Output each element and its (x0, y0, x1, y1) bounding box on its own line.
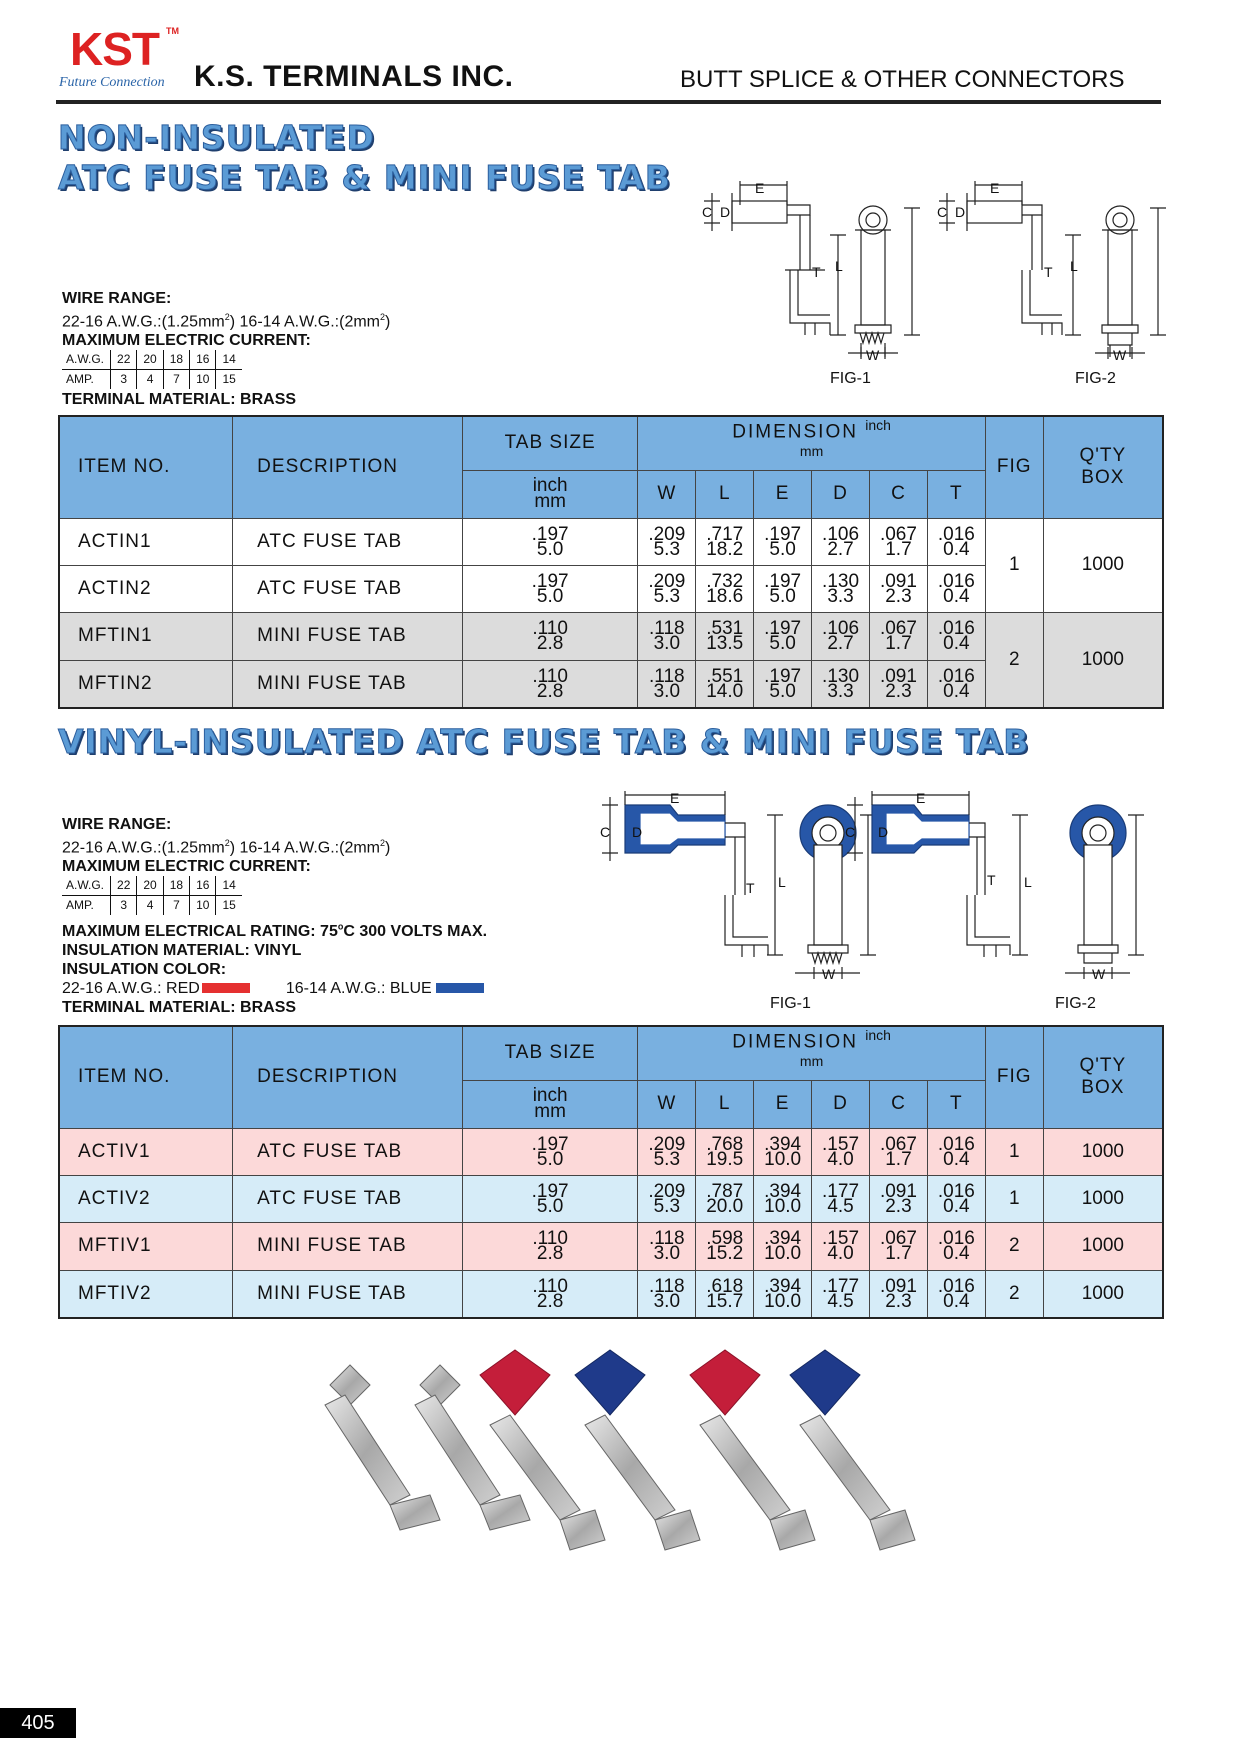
svg-text:D: D (878, 824, 889, 840)
svg-text:T: T (812, 264, 821, 280)
insulation-colors: 22-16 A.W.G.: RED 16-14 A.W.G.: BLUE (62, 979, 487, 998)
current-table: A.W.G. 22 20 18 16 14 AMP. 3 4 7 10 15 (62, 350, 242, 389)
svg-text:E: E (916, 790, 926, 806)
section1-diagrams (690, 175, 1170, 395)
non-insulated-tab-1 (325, 1365, 440, 1530)
section1-fig2-label: FIG-2 (1075, 370, 1116, 387)
blue-swatch (436, 983, 484, 993)
insulation-material: INSULATION MATERIAL: VINYL (62, 941, 302, 959)
svg-text:W: W (866, 347, 880, 363)
red-swatch (202, 983, 250, 993)
svg-text:L: L (1024, 874, 1032, 890)
header-divider (56, 100, 1161, 104)
svg-text:E: E (670, 790, 680, 806)
wire-range-value: 22-16 $A.W.G.:(1.25mm^2)$ 16-14 $A.W.G.:(2mm^2)$ (62, 312, 391, 331)
svg-text:D: D (632, 824, 643, 840)
company-name: K.S. TERMINALS INC. (194, 60, 514, 93)
electrical-rating: MAXIMUM ELECTRICAL RATING: 75$^o$C 300 VOLTS MAX. (62, 921, 488, 940)
svg-text:L: L (778, 874, 786, 890)
current-label: MAXIMUM ELECTRIC CURRENT: (62, 332, 311, 350)
table-row: ACTIV2 ATC FUSE TAB .197 5.0 .209 5.3 .787 20.0 .394 10.0 .177 4.5 .091 2.3 .016 0.4 1 1000 (59, 1175, 1163, 1222)
section2-diagrams (600, 785, 1170, 985)
terminal-material: TERMINAL MATERIAL: BRASS (62, 391, 297, 409)
category-title: BUTT SPLICE & OTHER CONNECTORS (680, 66, 1125, 93)
section2-fig1-label: FIG-1 (770, 995, 811, 1012)
svg-text:W: W (1113, 347, 1127, 363)
product-photo (290, 1345, 940, 1565)
section2-fig2-label: FIG-2 (1055, 995, 1096, 1012)
non-insulated-table: ITEM NO. DESCRIPTION TAB SIZE DIMENSION $^{inch mm}$ FIG Q'TY BOX inch mm W L E D C T ACTIN1 ATC FUSE TAB .197 5.0 .209 5.3 .717 18.2 .197 5.0 .106 2.7 .067 1.7 .016 0.4 1 1000 ACTIN2 ATC FUSE TAB .197 5.0 .209 5.3 .732 18.6 .197 5.0 .130 3.3 .091 2.3 .016 0.4 MFTIN1 MINI FUSE TAB .110 2.8 .118 3.0 .531 13.5 .197 5.0 .106 2.7 .067 1.7 .016 0.4 2 1000 MFTIN2 MINI FUSE TAB .110 2.8 .118 3.0 .551 14.0 .197 5.0 .130 3.3 .091 2.3 .016 0.4 (58, 415, 1164, 709)
table-row: MFTIV1 MINI FUSE TAB .110 2.8 .118 3.0 .598 15.2 .394 10.0 .157 4.0 .067 1.7 .016 0.4 2 1000 (59, 1222, 1163, 1270)
svg-text:C: C (845, 824, 856, 840)
svg-text:D: D (955, 204, 966, 220)
section1-title-line1: NON-INSULATED (58, 118, 375, 157)
svg-text:L: L (835, 258, 843, 274)
header-fig: FIG (985, 416, 1043, 518)
header-dimension: DIMENSION $^{inch mm}$ (638, 416, 985, 470)
section1-specs (62, 289, 390, 409)
tagline: Future Connection (59, 75, 165, 90)
table-row: MFTIV2 MINI FUSE TAB .110 2.8 .118 3.0 .618 15.7 .394 10.0 .177 4.5 .091 2.3 .016 0.4 2 1000 (59, 1270, 1163, 1318)
header-description: DESCRIPTION (233, 416, 463, 518)
svg-text:C: C (600, 824, 611, 840)
trademark: TM (166, 26, 179, 36)
section1-title-line2: ATC FUSE TAB & MINI FUSE TAB (58, 158, 672, 197)
vinyl-insulated-table: ITEM NO. DESCRIPTION TAB SIZE DIMENSION $^{inch mm}$ FIG Q'TY BOX inch mm W L E D C T ACTIV1 ATC FUSE TAB .197 5.0 .209 5.3 .768 19.5 .394 10.0 .157 4.0 .067 1.7 .016 0.4 1 1000 ACTIV2 ATC FUSE TAB .197 5.0 .209 5.3 .787 20.0 .394 10.0 .177 4.5 .091 2.3 .016 0.4 1 1000 MFTIV1 MINI FUSE TAB .110 2.8 .118 3.0 .598 15.2 .394 10.0 .157 4.0 .067 1.7 .016 0.4 2 1000 MFTIV2 MINI FUSE TAB .110 2.8 .118 3.0 .618 15.7 .394 10.0 .177 4.5 .091 2.3 .016 0.4 2 1000 (58, 1025, 1164, 1319)
page-number: 405 (0, 1708, 76, 1738)
header-qty-box: Q'TY BOX (1043, 416, 1163, 518)
table-row: ACTIN1 ATC FUSE TAB .197 5.0 .209 5.3 .717 18.2 .197 5.0 .106 2.7 .067 1.7 .016 0.4 1 1000 (59, 518, 1163, 565)
svg-text:T: T (746, 880, 755, 896)
svg-text:E: E (990, 180, 1000, 196)
header-tab-size: TAB SIZE (462, 416, 637, 470)
svg-text:E: E (755, 180, 765, 196)
table-row: MFTIN1 MINI FUSE TAB .110 2.8 .118 3.0 .531 13.5 .197 5.0 .106 2.7 .067 1.7 .016 0.4 2 1000 (59, 612, 1163, 660)
table-row: MFTIN2 MINI FUSE TAB .110 2.8 .118 3.0 .551 14.0 .197 5.0 .130 3.3 .091 2.3 .016 0.4 (59, 660, 1163, 708)
section2-specs: WIRE RANGE: 22-16 $A.W.G.:(1.25mm^2)$ 16-14 $A.W.G.:(2mm^2)$ MAXIMUM ELECTRIC CURRENT: A.W.G. 22 20 18 16 14 AMP. 3 4 7 10 15 MAXIMUM ELECTRICAL RATING: 75$^o$C 300 VOLTS MAX. INSULATION MATERIAL: VINYL INSULATION COLOR: 22-16 A.W.G.: RED 16-14 A.W.G.: BLUE TERMINAL MATERIAL: BRASS (62, 816, 488, 1016)
current-table-2: A.W.G. 22 20 18 16 14 AMP. 3 4 7 10 15 (62, 876, 242, 915)
svg-text:C: C (937, 204, 948, 220)
table-row: ACTIN2 ATC FUSE TAB .197 5.0 .209 5.3 .732 18.6 .197 5.0 .130 3.3 .091 2.3 .016 0.4 (59, 565, 1163, 612)
section1-fig1-label: FIG-1 (830, 370, 871, 387)
kst-logo: KST (70, 23, 159, 75)
header-tab-units: inch mm (462, 470, 637, 518)
table-row: ACTIV1 ATC FUSE TAB .197 5.0 .209 5.3 .768 19.5 .394 10.0 .157 4.0 .067 1.7 .016 0.4 1 1000 (59, 1128, 1163, 1175)
svg-text:W: W (1092, 966, 1106, 982)
svg-text:C: C (702, 204, 713, 220)
svg-text:W: W (822, 966, 836, 982)
wire-range-label: WIRE RANGE: (62, 290, 172, 307)
svg-text:T: T (1044, 264, 1053, 280)
svg-text:D: D (720, 204, 731, 220)
insulation-color-label: INSULATION COLOR: (62, 960, 227, 978)
svg-text:T: T (987, 872, 996, 888)
svg-text:L: L (1070, 258, 1078, 274)
header-item-no: ITEM NO. (59, 416, 233, 518)
section2-title: VINYL-INSULATED ATC FUSE TAB & MINI FUSE TAB (58, 722, 1030, 761)
